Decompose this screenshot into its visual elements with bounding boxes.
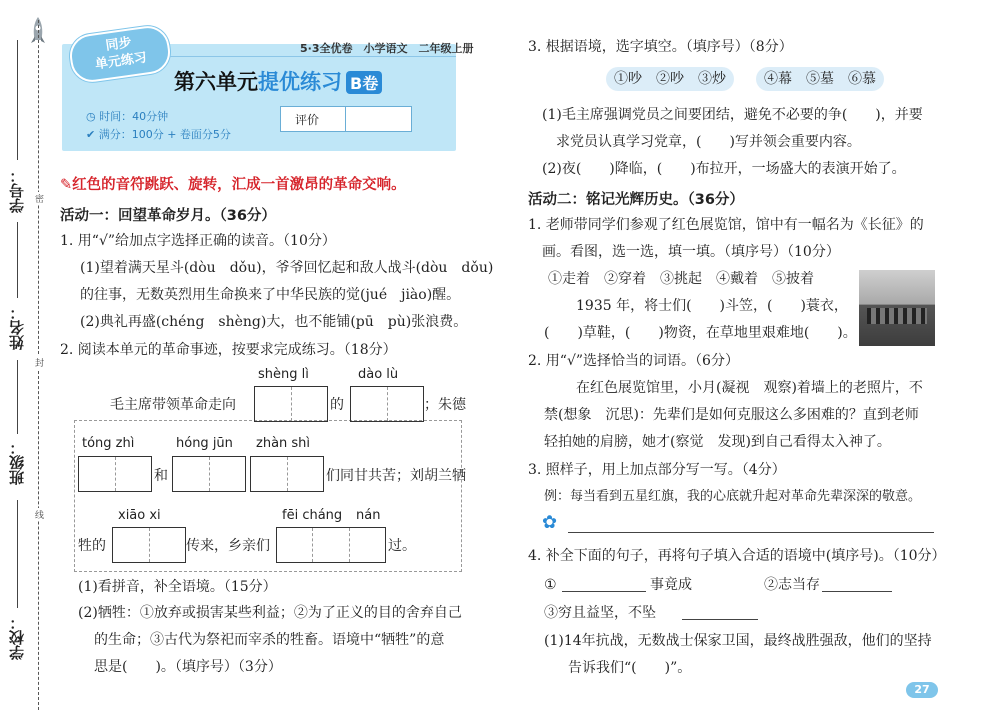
a2-q2-line: 2. 用“√”选择恰当的词语。（6分）: [528, 353, 739, 369]
time-info: [86, 108, 168, 124]
a2-q1-line: 1. 老师带同学们参观了红色展览馆，馆中有一幅名为《长征》的: [528, 217, 924, 233]
title-badge: B卷: [346, 71, 382, 94]
a2-q1-line: 画。看图，选一选，填一填。（填序号）（10分）: [542, 244, 840, 260]
badge-line-1: 同步: [104, 35, 133, 54]
activity1-title: 活动一：回望革命岁月。（36分）: [60, 208, 276, 224]
badge-line-2: 单元练习: [94, 50, 148, 73]
reading-text: 过。: [388, 538, 416, 554]
pencil-icon: ✎: [60, 177, 73, 193]
evaluation-box[interactable]: [280, 106, 412, 132]
a1-q1-line: (1)望着满天星斗(dòu dǒu)，爷爷回忆起和敌人战斗(dòu dǒu): [80, 260, 494, 276]
score-info: [86, 126, 231, 142]
page-number: 27: [906, 682, 938, 698]
page-title: [174, 66, 382, 96]
a1-q1-line: (2)典礼再盛(chéng shèng)大，也不能铺(pū pù)张浪费。: [80, 314, 468, 330]
pinyin: nán: [356, 508, 381, 523]
a2-q1-line: 1935 年，将士们( )斗笠，( )蓑衣，: [576, 298, 848, 314]
pinyin: zhàn shì: [256, 436, 311, 451]
reading-text: 传来，乡亲们: [186, 538, 270, 554]
a2-q4-blank[interactable]: [682, 619, 758, 620]
a2-q2-line: 在红色展览馆里，小月(凝视 观察)着墙上的老照片，不: [576, 380, 923, 396]
flower-icon: ✿: [542, 512, 558, 533]
q3-options-a: ①吵 ②吵 ③炒: [606, 67, 734, 91]
evaluation-divider: [345, 107, 346, 131]
class-line: [17, 360, 18, 434]
a2-q4-item: 事竟成: [650, 577, 692, 593]
a2-q3-line: 3. 照样子，用上加点部分写一写。（4分）: [528, 462, 786, 478]
bind-mark: 线: [35, 508, 44, 521]
a2-q4-line: 4. 补全下面的句子，再将句子填入合适的语境中(填序号)。（10分）: [528, 548, 946, 564]
evaluation-label: 评价: [295, 113, 320, 127]
writing-grid[interactable]: [78, 456, 152, 492]
a1-q2-sub1: (1)看拼音，补全语境。（15分）: [78, 579, 277, 595]
title-unit: 第六单元: [174, 70, 258, 94]
a1-q2-sub2: 的生命；③古代为祭祀而宰杀的牲畜。语境中“牺牲”的意: [94, 632, 445, 648]
long-march-photo: [859, 270, 935, 346]
pinyin: dào lù: [358, 367, 399, 382]
bind-mark: 封: [35, 356, 44, 369]
reading-text: ；朱德: [424, 397, 466, 413]
activity2-title: 活动二：铭记光辉历史。（36分）: [528, 192, 744, 208]
name-line: [17, 222, 18, 298]
a2-q4-item: ③穷且益坚，不坠: [544, 605, 656, 621]
q3-options-b: ④幕 ⑤墓 ⑥慕: [756, 67, 884, 91]
title-practice: 提优练习: [258, 70, 342, 94]
intro-text: 红色的音符跳跃、旋转，汇成一首激昂的革命交响。: [72, 177, 406, 193]
intro-line: [60, 173, 406, 194]
student-id-line: [17, 40, 18, 160]
a2-q1-line: ( )草鞋，( )物资，在草地里艰难地( )。: [544, 325, 857, 341]
writing-grid[interactable]: [276, 527, 386, 563]
a2-q4-line: (1)14年抗战，无数战士保家卫国，最终战胜强敌，他们的坚持: [544, 633, 932, 649]
q3-line: (2)夜( )降临，( )布拉开，一场盛大的表演开始了。: [542, 161, 906, 177]
pinyin: hóng jūn: [176, 436, 233, 451]
q3-line: (1)毛主席强调党员之间要团结，避免不必要的争( )，并要: [542, 107, 923, 123]
bind-mark: 密: [35, 192, 44, 205]
reading-text: 和: [154, 468, 168, 484]
a2-q4-blank[interactable]: [562, 591, 646, 592]
name-label: 姓名：: [8, 305, 26, 350]
time-text: 时间：40分钟: [99, 110, 169, 123]
a1-q1-stem: 1. 用“√”给加点字选择正确的读音。（10分）: [60, 233, 336, 249]
writing-grid[interactable]: [250, 456, 324, 492]
writing-grid[interactable]: [254, 386, 328, 422]
clock-icon: ◷: [86, 110, 100, 123]
q3-line: 求党员认真学习党章，( )写并领会重要内容。: [556, 134, 861, 150]
a2-q4-blank[interactable]: [822, 591, 892, 592]
writing-grid[interactable]: [112, 527, 186, 563]
class-label: 班级：: [8, 440, 26, 485]
a1-q2-stem: 2. 阅读本单元的革命事迹，按要求完成练习。（18分）: [60, 342, 397, 358]
student-id-label: 学号：: [8, 168, 26, 213]
reading-text: 牲的: [78, 538, 106, 554]
a2-q2-line: 禁(想象 沉思)：先辈们是如何克服这么多困难的？直到老师: [544, 407, 919, 423]
series-info: 5·3全优卷 小学语文 二年级上册: [300, 42, 474, 55]
reading-text: 们同甘共苦；刘胡兰牺: [326, 468, 466, 484]
reading-text: 毛主席带领革命走向: [110, 397, 236, 413]
score-text: 满分：100分 + 卷面分5分: [98, 128, 231, 141]
writing-grid[interactable]: [350, 386, 424, 422]
writing-grid[interactable]: [172, 456, 246, 492]
q3-stem: 3. 根据语境，选字填空。（填序号）（8分）: [528, 39, 793, 55]
a1-q2-sub2: (2)牺牲：①放弃或损害某些利益；②为了正义的目的舍弃自己: [78, 605, 462, 621]
pinyin: fēi cháng: [282, 508, 343, 523]
pinyin: shèng lì: [258, 367, 309, 382]
a2-q2-line: 轻拍她的肩膀，她才(察觉 发现)到自己看得太入神了。: [544, 434, 891, 450]
a2-q1-options: ①走着 ②穿着 ③挑起 ④戴着 ⑤披着: [548, 271, 814, 287]
reading-text: 的: [330, 397, 344, 413]
a1-q1-line: 的往事，无数英烈用生命换来了中华民族的觉(jué jiào)醒。: [80, 287, 461, 303]
a1-q2-sub2: 思是( )。（填序号）（3分）: [94, 659, 282, 675]
pinyin: xiāo xi: [118, 508, 161, 523]
a2-q4-item: ①: [544, 577, 557, 593]
pinyin: tóng zhì: [82, 436, 135, 451]
header-rule: [170, 56, 456, 57]
school-label: 学校：: [8, 615, 26, 660]
school-line: [17, 500, 18, 608]
check-circle-icon: ✔: [86, 128, 99, 141]
a2-q3-example: 例：每当看到五星红旗，我的心底就升起对革命先辈深深的敬意。: [544, 489, 922, 504]
a2-q3-answer-line[interactable]: [568, 532, 934, 533]
a2-q4-item: ②志当存: [764, 577, 820, 593]
a2-q4-line: 告诉我们“( )”。: [568, 660, 692, 676]
